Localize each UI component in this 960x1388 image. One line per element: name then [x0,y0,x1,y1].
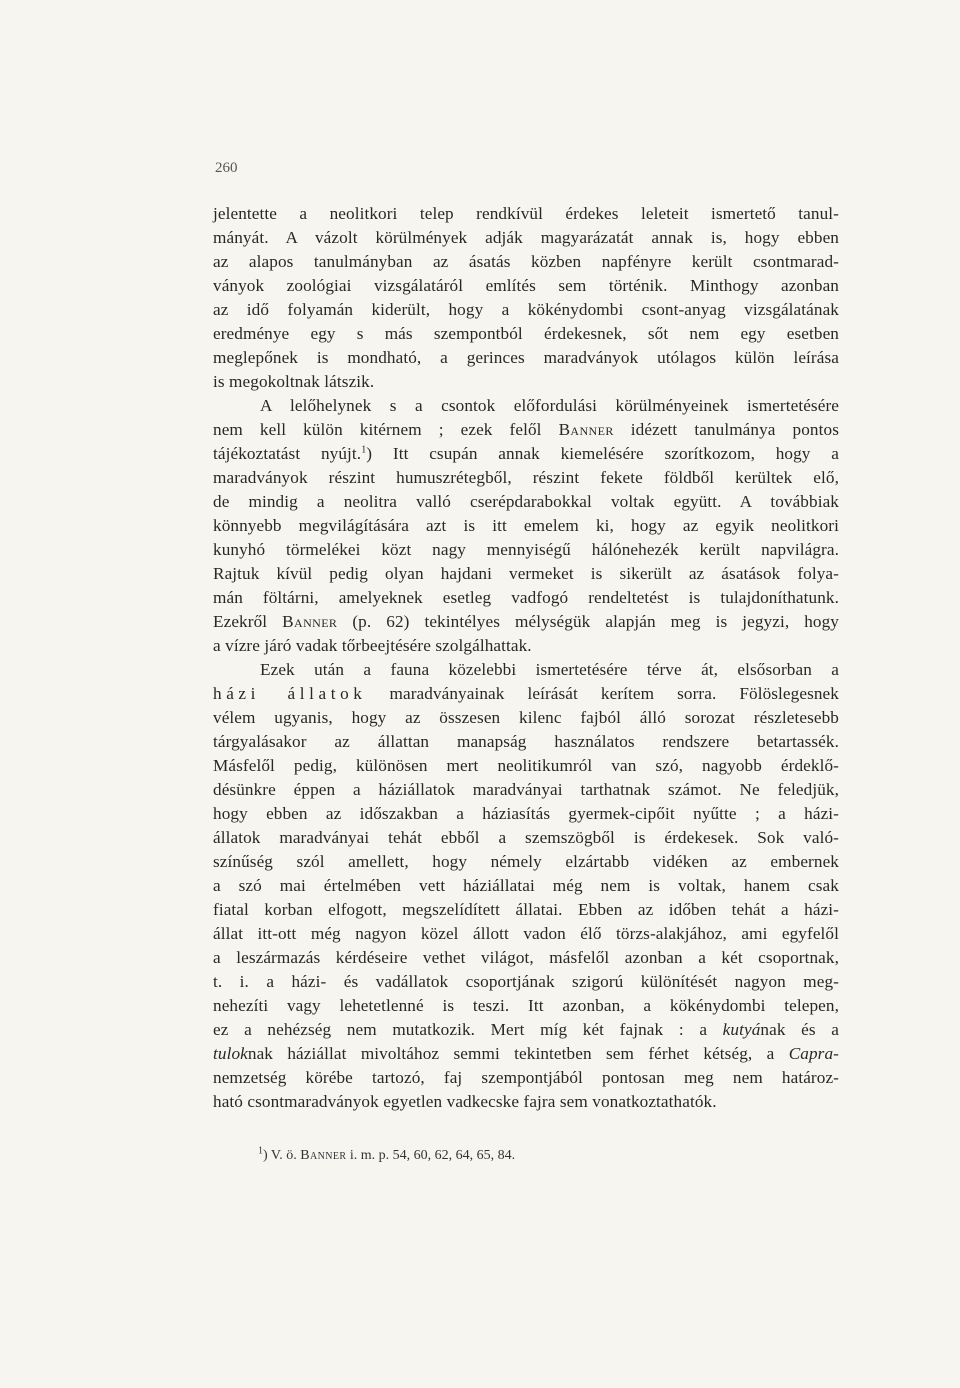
text-line [213,634,839,658]
text-line [213,442,839,466]
footnote [258,1145,516,1164]
text-line [213,994,839,1018]
text-run: mán föltárni, amelyeknek esetleg vadfogó rendeltetést is tulajdoníthatunk. [213,588,839,607]
text-run: de mindig a neolitra valló cserépdarabokkal voltak együtt. A továbbiak [213,492,839,511]
text-line [213,802,839,826]
text-run: állatok maradványai tehát ebből a szemszögből is érdekesek. Sok való- [213,828,839,847]
footnote-run: Banner [300,1148,347,1163]
text-run: jelentette a neolitkori telep rendkívül érdekes leleteit ismertető tanul- [213,204,839,223]
text-run: Másfelől pedig, különösen mert neolitikumról van szó, nagyobb érdeklő- [213,756,839,775]
text-run: könnyebb megvilágítására azt is itt emelem ki, hogy az egyik neolitkori [213,516,839,535]
body-text [213,202,839,1114]
text-line [213,562,839,586]
text-run: színűség szól amellett, hogy némely elzártabb vidéken az embernek [213,852,839,871]
text-line [213,754,839,778]
text-run: is megokoltnak látszik. [213,372,375,391]
text-line [213,226,839,250]
text-line [213,1018,839,1042]
text-line [213,610,839,634]
text-run: désünkre éppen a háziállatok maradványai tarthatnak számot. Ne feledjük, [213,780,839,799]
text-run: tárgyalásakor az állattan manapság használatos rendszere betartassék. [213,732,839,751]
text-run: fiatal korban elfogott, megszelídített állatai. Ebben az időben tehát a házi- [213,900,839,919]
text-line [213,202,839,226]
text-line [213,250,839,274]
text-line [213,946,839,970]
text-line [213,1042,839,1066]
text-run: nem kell külön kitérnem ; ezek felől [213,420,559,439]
text-line [213,346,839,370]
text-line [213,466,839,490]
text-line [213,658,839,682]
text-line [213,538,839,562]
text-run: ványok zoológiai vizsgálatáról említés sem történik. Minthogy azonban [213,276,839,295]
text-run: az idő folyamán kiderült, hogy a kökénydombi csont-anyag vizsgálatának [213,300,839,319]
text-run: Ezek után a fauna közelebbi ismertetésére térve át, elsősorban a [260,660,839,679]
text-run: t. i. a házi- és vadállatok csoportjának szigorú különítését nagyon meg- [213,972,839,991]
footnote-run: i. m. p. 54, 60, 62, 64, 65, 84. [346,1148,516,1163]
text-line [213,706,839,730]
text-run: a vízre járó vadak tőrbeejtésére szolgálhattak. [213,636,532,655]
text-run: a leszármazás kérdéseire vethet világot, másfelől azonban a két csoportnak, [213,948,839,967]
text-run: maradványok részint humuszrétegből, részint fekete földből kerültek elő, [213,468,839,487]
text-run: nemzetség körébe tartozó, faj szempontjából pontosan meg nem határoz- [213,1068,839,1087]
text-run: a szó mai értelmében vett háziállatai még nem is voltak, hanem csak [213,876,839,895]
text-line [213,850,839,874]
text-line [213,874,839,898]
text-run: hogy ebben az időszakban a háziasítás gyermek-cipőit nyűtte ; a házi- [213,804,839,823]
text-run: házi állatok [213,684,367,703]
text-run: idézett tanulmánya pontos [613,420,839,439]
text-run: ) Itt csupán annak kiemelésére szorítkozom, hogy a [366,444,839,463]
text-line [213,970,839,994]
text-line [213,730,839,754]
text-line [213,586,839,610]
text-run: Rajtuk kívül pedig olyan hajdani vermeket is sikerült az ásatások folya- [213,564,839,583]
text-line [213,490,839,514]
text-run: - [833,1044,839,1063]
text-run: nak és a [760,1020,840,1039]
text-line [213,778,839,802]
text-line [213,1066,839,1090]
text-run: Ezekről [213,612,283,631]
text-run: vélem ugyanis, hogy az összesen kilenc fajból álló sorozat részletesebb [213,708,839,727]
footnote-run: 1 [258,1145,263,1157]
text-run: meglepőnek is mondható, a gerinces maradványok utólagos külön leírása [213,348,839,367]
text-run: A lelőhelynek s a csontok előfordulási körülményeinek ismertetésére [260,396,839,415]
text-line [213,274,839,298]
text-run: Banner [282,612,338,631]
text-line [213,394,839,418]
text-run: kunyhó törmelékei közt nagy mennyiségű hálónehezék került napvilágra. [213,540,839,559]
page-number: 260 [215,160,238,176]
text-line [213,682,839,706]
text-run: az alapos tanulmányban az ásatás közben napfényre került csontmarad- [213,252,839,271]
text-run: Capra [788,1044,834,1063]
text-run: eredménye egy s más szempontból érdekesnek, sőt nem egy esetben [213,324,839,343]
text-line [213,418,839,442]
text-run: (p. 62) tekintélyes mélységük alapján meg is jegyzi, hogy [337,612,839,631]
text-run: tulok [213,1044,248,1063]
text-line [213,922,839,946]
text-line [213,1090,839,1114]
text-line [213,898,839,922]
text-line [213,826,839,850]
text-run: Banner [558,420,614,439]
text-run: állat itt-ott még nagyon közel állott vadon élő törzs-alakjához, ami egyfelől [213,924,839,943]
text-line [213,370,839,394]
text-run: mányát. A vázolt körülmények adják magyarázatát annak is, hogy ebben [213,228,839,247]
text-run: nak háziállat mivoltához semmi tekintetben sem férhet kétség, a [247,1044,789,1063]
text-line [213,514,839,538]
text-line [213,298,839,322]
text-run: ható csontmaradványok egyetlen vadkecske fajra sem vonatkoztathatók. [213,1092,717,1111]
text-run: maradványainak leírását kerítem sorra. Fölöslegesnek [366,684,839,703]
text-run: tájékoztatást nyújt. [213,444,362,463]
text-run: kutyá [722,1020,761,1039]
text-line [213,322,839,346]
text-run: ez a nehézség nem mutatkozik. Mert míg két fajnak : a [213,1020,723,1039]
text-run: 1 [361,444,367,456]
text-run: nehezíti vagy lehetetlenné is teszi. Itt azonban, a kökénydombi telepen, [213,996,839,1015]
footnote-run: ) V. ö. [263,1148,301,1163]
